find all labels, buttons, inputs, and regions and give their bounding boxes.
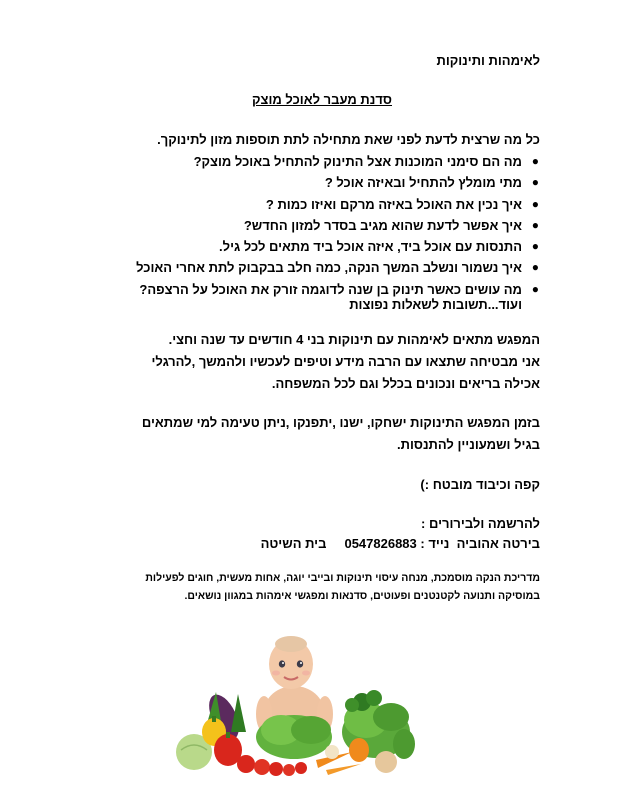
paragraph-line: אני מבטיחה שתצאו עם הרבה מידע וטיפים לעכשיו ולהמשך ,להרגלי bbox=[151, 354, 540, 369]
bio-line: במוסיקה ותנועה לקטנטנים ופעוטים, סדנאות ומפגשי אימהות במגוון נושאים. bbox=[184, 590, 540, 602]
list-item: ● מתי מומלץ להתחיל ובאיזה אוכל ? bbox=[136, 172, 522, 193]
more-text: ועוד...תשובות לשאלות נפוצות bbox=[349, 297, 522, 312]
list-item: ● איך נכין את האוכל באיזה מרקם ואיזו כמות ? bbox=[136, 194, 522, 215]
intro-text: כל מה שרצית לדעת לפני שאת מתחילה לתת תוספות מזון לתינוקך. bbox=[157, 132, 540, 147]
list-item: ● מה הם סימני המוכנות אצל התינוק להתחיל באוכל מוצק? bbox=[136, 151, 522, 172]
bio-line: מדריכת הנקה מוסמכת, מנחה עיסוי תינוקות ובייבי יוגה, אחות מעשית, חוגים לפעילות bbox=[145, 572, 540, 584]
bullet-icon: ● bbox=[531, 175, 539, 190]
registration-heading: להרשמה ולבירורים : bbox=[421, 516, 540, 531]
paragraph-line: בגיל ושמעוניין להתנסות. bbox=[397, 437, 540, 452]
bullet-icon: ● bbox=[531, 260, 539, 275]
audience-heading: לאימהות ותינוקות bbox=[436, 53, 540, 68]
bullet-icon: ● bbox=[531, 217, 539, 232]
list-item: ● התנסות עם אוכל ביד, איזה אוכל ביד מתאים לכל גיל. bbox=[136, 236, 522, 257]
bullet-icon: ● bbox=[531, 239, 539, 254]
baby-vegetables-illustration bbox=[176, 632, 418, 777]
bullet-icon: ● bbox=[531, 154, 539, 168]
registration-contact: בירטה אהוביה נייד : 0547826883 בית השיטה bbox=[260, 536, 540, 551]
list-item: ● איך אפשר לדעת שהוא מגיב בסדר למזון החדש? bbox=[136, 215, 522, 236]
page-title: סדנת מעבר לאוכל מוצק bbox=[252, 92, 392, 107]
coffee-note: קפה וכיבוד מובטח :) bbox=[420, 477, 540, 492]
list-item: ● מה עושים כאשר תינוק בן שנה לדוגמה זורק את האוכל על הרצפה? bbox=[136, 279, 522, 300]
paragraph-line: אכילה בריאים ונכונים בכלל וגם לכל המשפחה. bbox=[271, 376, 540, 391]
baby-vegetables-image bbox=[176, 632, 418, 777]
bullet-icon: ● bbox=[531, 196, 539, 211]
list-item: ● איך נשמור ונשלב המשך הנקה, כמה חלב בבקבוק לתת אחרי האוכל bbox=[136, 257, 522, 278]
questions-list bbox=[136, 151, 540, 300]
paragraph-line: המפגש מתאים לאימהות עם תינוקות בני 4 חודשים עד שנה וחצי. bbox=[168, 332, 540, 347]
paragraph-line: בזמן המפגש התינוקות ישחקו, ישנו ,יתפנקו ,ניתן טעימה למי שמתאים bbox=[141, 415, 540, 430]
bullet-icon: ● bbox=[531, 281, 539, 296]
